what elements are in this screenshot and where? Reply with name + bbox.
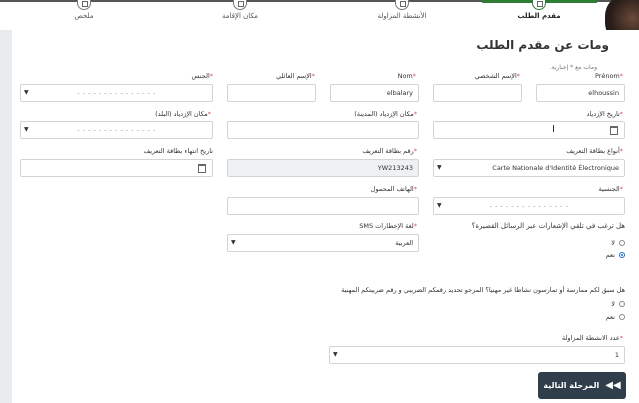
text-cursor-icon: I	[552, 124, 555, 135]
progress-stepper	[0, 0, 639, 30]
family-name-label: *الإسم العائلي	[276, 72, 315, 80]
birth-country-select[interactable]: - - - - - - - - - - - - - - - ▼	[20, 121, 213, 139]
chevron-down-icon: ▼	[437, 202, 443, 209]
chevron-down-icon: ▼	[24, 89, 30, 96]
radio-dot	[619, 240, 625, 246]
step-label: ملخص	[74, 12, 94, 20]
calendar-icon[interactable]	[610, 126, 618, 135]
birth-city-input[interactable]	[227, 121, 419, 139]
chevron-down-icon: ▼	[231, 239, 236, 246]
radio-dot	[619, 252, 625, 258]
radio-dot	[619, 301, 625, 307]
id-type-label: *أنواع بطاقة التعريف	[566, 147, 623, 155]
radio-dot	[619, 314, 625, 320]
birth-date-label: *تاريخ الإزدياد	[586, 110, 623, 118]
step-label: الأنشطة المزاولة	[377, 12, 427, 20]
mobile-label: *الهاتف المحمول	[370, 185, 417, 193]
birth-country-label: *مكان الإزدياد (البلد)	[155, 110, 211, 118]
activity-yes-radio[interactable]	[606, 313, 625, 321]
step-applicant[interactable]	[499, 0, 579, 20]
section-title: ومات عن مقدم الطلب	[476, 38, 609, 52]
personal-name-label: *الإسم الشخصي	[474, 72, 520, 80]
radio-label: نعم	[605, 251, 615, 259]
step-activities[interactable]	[362, 0, 442, 20]
chevron-down-icon: ▼	[24, 126, 30, 133]
sms-no-radio[interactable]	[611, 239, 625, 247]
radio-label: لا	[611, 239, 615, 247]
personal-name-input[interactable]	[433, 84, 522, 102]
id-expiry-input[interactable]	[20, 159, 213, 177]
sms-language-select[interactable]: العربية ▼	[227, 234, 419, 252]
double-chevron-left-icon: ◀◀	[605, 380, 621, 391]
sms-yes-radio[interactable]	[606, 251, 625, 259]
id-number-label: *رقم بطاقة التعريف	[362, 147, 417, 155]
activities-count-label: *عدد الانشطة المزاولة	[561, 334, 623, 342]
step-summary[interactable]	[44, 0, 124, 20]
mobile-input[interactable]	[227, 197, 419, 215]
chevron-down-icon: ▼	[333, 351, 338, 358]
id-expiry-label: تاريخ انتهاء بطاقة التعريف	[143, 147, 213, 155]
nationality-label: *الجنسية	[598, 185, 623, 193]
birth-city-label: *مكان الإزدياد (المدينة)	[354, 110, 417, 118]
nom-label: *Nom	[397, 72, 416, 80]
step-label: مقدم الطلب	[517, 12, 561, 20]
sms-language-label: *لغة الإخطارات SMS	[359, 222, 417, 230]
chevron-down-icon: ▼	[437, 164, 442, 171]
id-number-input[interactable]: YW213243	[227, 159, 419, 177]
activity-no-radio[interactable]	[611, 300, 625, 308]
family-name-input[interactable]	[227, 84, 316, 102]
activities-count-select[interactable]: 1 ▼	[329, 346, 625, 364]
nom-input[interactable]: elbalary	[330, 84, 419, 102]
prenom-input[interactable]: elhoussin	[536, 84, 625, 102]
radio-label: نعم	[605, 313, 615, 321]
step-icon	[532, 0, 546, 10]
birth-date-input[interactable]	[433, 121, 625, 139]
step-icon	[77, 0, 91, 10]
next-step-label: المرحلة التالية	[543, 381, 600, 390]
calendar-icon[interactable]	[198, 164, 206, 173]
required-note: ومات مع * إجبارية.	[549, 64, 597, 71]
radio-label: لا	[611, 300, 615, 308]
step-icon	[233, 0, 247, 10]
sms-question-label: هل ترغب في تلقي الإشعارات عبر الرسائل القصيرة؟	[471, 222, 625, 230]
next-step-button[interactable]	[538, 372, 626, 399]
step-residence[interactable]	[200, 0, 280, 20]
prenom-label: *Prénom	[594, 72, 623, 80]
step-icon	[395, 0, 409, 10]
nationality-select[interactable]: - - - - - - - - - - - - - - - ▼	[433, 197, 625, 215]
step-label: مكان الإقامة	[221, 12, 259, 20]
gender-select[interactable]: - - - - - - - - - - - - - - - ▼	[20, 84, 213, 102]
activity-question-label: هل سبق لكم ممارسة أو تمارسون نشاطا غير مهنيا؟ المرجو تحديد رقمكم الضريبي و رقم ضريبتكم المهنية	[341, 286, 625, 294]
id-type-select[interactable]: Carte Nationale d'Identité Électronique ▼	[433, 159, 625, 177]
gender-label: *الجنس	[191, 72, 213, 80]
